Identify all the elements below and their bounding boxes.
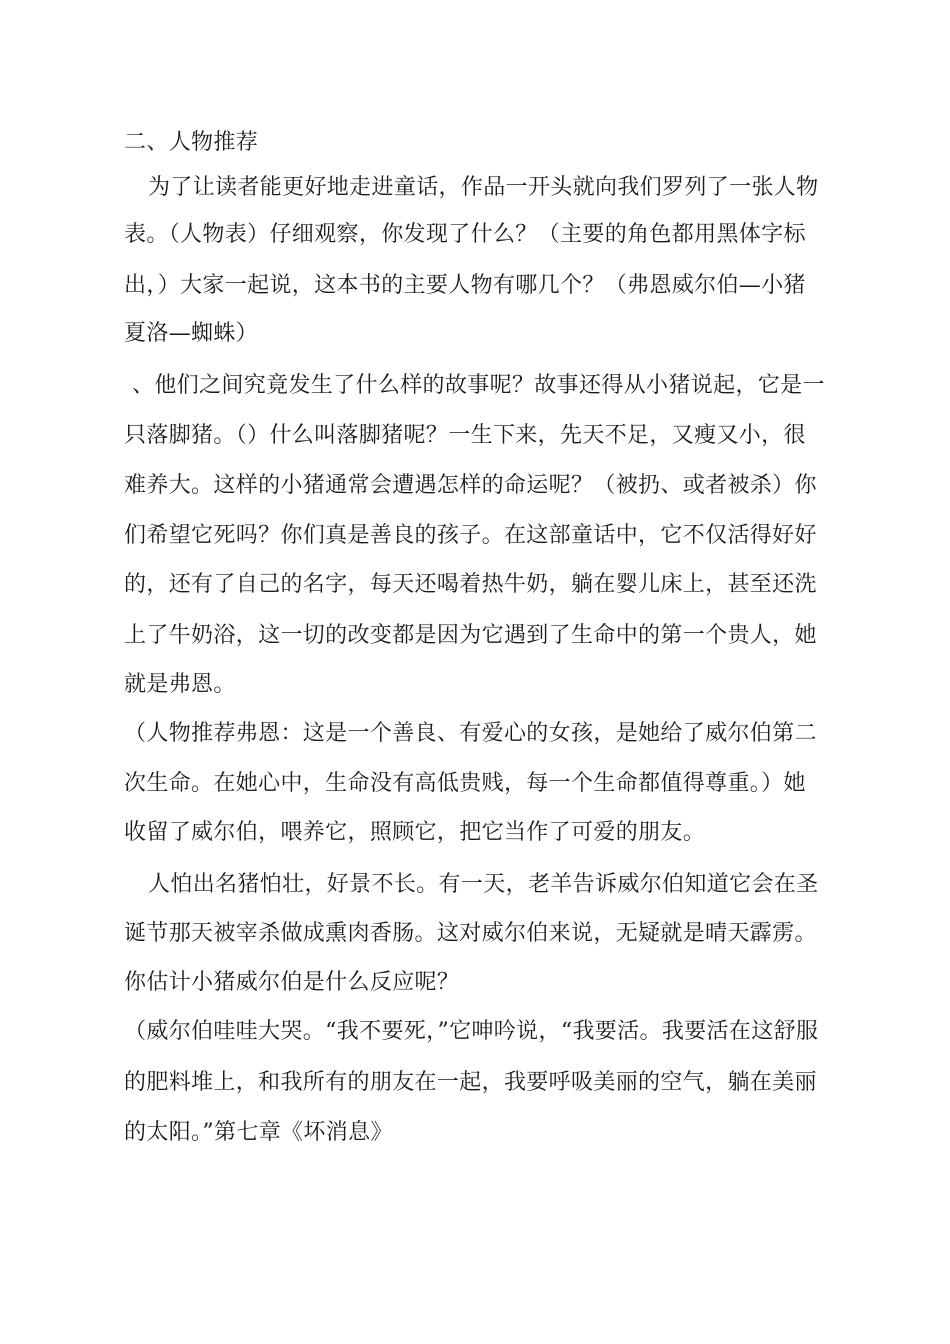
paragraph-line: 次生命。在她心中，生命没有高低贵贱，每一个生命都值得尊重。）她	[124, 771, 806, 796]
paragraph-line: 为了让读者能更好地走进童话，作品一开头就向我们罗列了一张人物	[148, 175, 819, 200]
paragraph-line: 出，）大家一起说，这本书的主要人物有哪几个？（弗恩威尔伯—小猪	[124, 273, 806, 298]
paragraph-line: 诞节那天被宰杀做成熏肉香肠。这对威尔伯来说，无疑就是晴天霹雳。	[124, 921, 817, 946]
paragraph-line: 你估计小猪威尔伯是什么反应呢？	[124, 970, 460, 995]
paragraph-line: 的太阳。”第七章《坏消息》	[124, 1120, 393, 1145]
paragraph-line: （人物推荐弗恩：这是一个善良、有爱心的女孩，是她给了威尔伯第二	[124, 721, 817, 746]
paragraph-line: 的肥料堆上，和我所有的朋友在一起，我要呼吸美丽的空气，躺在美丽	[124, 1070, 817, 1095]
paragraph-line: 人怕出名猪怕壮，好景不长。有一天，老羊告诉威尔伯知道它会在圣	[148, 872, 819, 897]
paragraph-line: 们希望它死吗？你们真是善良的孩子。在这部童话中，它不仅活得好好	[124, 523, 817, 548]
paragraph-line: 收留了威尔伯，喂养它，照顾它，把它当作了可爱的朋友。	[124, 820, 706, 845]
paragraph-line: 的，还有了自己的名字，每天还喝着热牛奶，躺在婴儿床上，甚至还洗	[124, 572, 817, 597]
paragraph-line: 表。（人物表）仔细观察，你发现了什么？（主要的角色都用黑体字标	[124, 222, 806, 247]
paragraph-line: 只落脚猪。（）什么叫落脚猪呢？一生下来，先天不足，又瘦又小，很	[124, 423, 806, 448]
paragraph-line: 难养大。这样的小猪通常会遭遇怎样的命运呢？（被扔、或者被杀）你	[124, 473, 817, 498]
paragraph-line: 上了牛奶浴，这一切的改变都是因为它遇到了生命中的第一个贵人，她	[124, 623, 817, 648]
section-heading: 二、人物推荐	[124, 130, 259, 155]
paragraph-line: 夏洛—蜘蛛）	[124, 321, 259, 346]
paragraph-line: 就是弗恩。	[124, 672, 236, 697]
paragraph-line: 、他们之间究竟发生了什么样的故事呢？故事还得从小猪说起，它是一	[132, 373, 825, 398]
paragraph-line: （威尔伯哇哇大哭。“我不要死，”它呻吟说，“我要活。我要活在这舒服	[124, 1019, 819, 1044]
